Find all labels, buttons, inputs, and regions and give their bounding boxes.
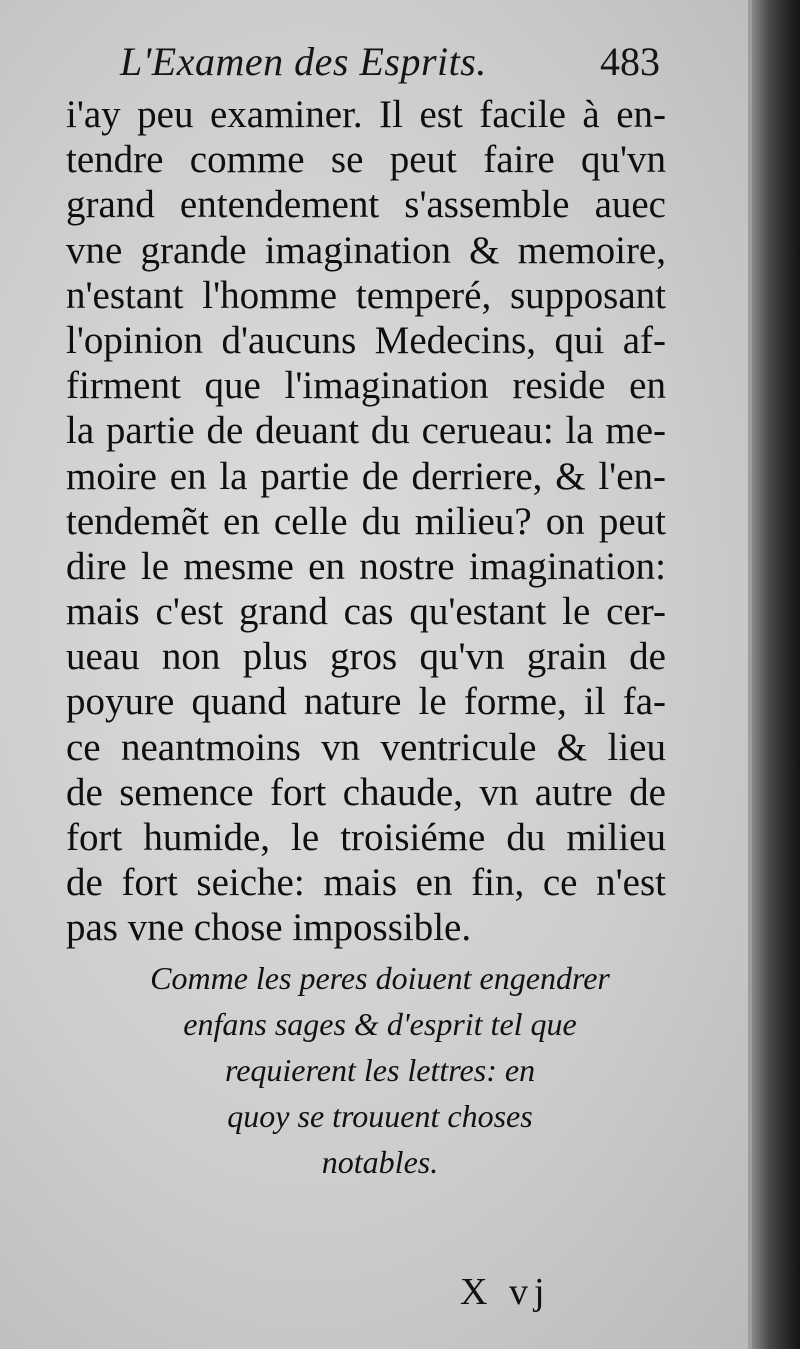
text-line: moire en la partie de derriere, & l'en- (66, 454, 666, 498)
text-line: vne grande imagination & memoire, (66, 228, 666, 272)
text-line: ueau non plus gros qu'vn grain de (66, 635, 666, 679)
text-line: grand entendement s'assemble auec (66, 183, 666, 227)
body-text (66, 92, 666, 951)
text-line: pas vne chose impossible. (66, 906, 472, 950)
signature-mark: X vj (460, 1271, 551, 1313)
text-line: dire le mesme en nostre imagination: (66, 544, 666, 588)
text-line: firment que l'imagination reside en (66, 364, 666, 408)
section-heading (90, 955, 670, 1185)
heading-line: notables. (321, 1144, 439, 1180)
running-title: L'Examen des Esprits. (120, 39, 487, 84)
heading-line: enfans sages & d'esprit tel que (183, 1006, 577, 1042)
text-line: mais c'est grand cas qu'estant le cer- (66, 590, 666, 634)
page-number: 483 (600, 39, 660, 84)
text-line: de semence fort chaude, vn autre de (66, 770, 666, 814)
heading-line: requierent les lettres: en (224, 1052, 536, 1088)
book-spine (752, 0, 800, 1349)
text-line: tendre comme se peut faire qu'vn (66, 138, 666, 182)
text-line: ce neantmoins vn ventricule & lieu (66, 725, 666, 769)
text-line: i'ay peu examiner. Il est facile à en- (66, 93, 666, 136)
heading-line: Comme les peres doiuent engendrer (150, 960, 610, 996)
text-line: tendemẽt en celle du milieu? on peut (66, 499, 666, 543)
running-header (120, 38, 660, 85)
text-line: n'estant l'homme temperé, supposant (66, 273, 666, 317)
text-line: fort humide, le troisiéme du milieu (66, 816, 666, 859)
text-line: de fort seiche: mais en fin, ce n'est (66, 861, 666, 905)
heading-line: quoy se trouuent choses (227, 1098, 533, 1134)
text-line: la partie de deuant du cerueau: la me- (66, 409, 666, 453)
text-line: poyure quand nature le forme, il fa- (66, 680, 666, 724)
text-line: l'opinion d'aucuns Medecins, qui af- (66, 318, 666, 362)
